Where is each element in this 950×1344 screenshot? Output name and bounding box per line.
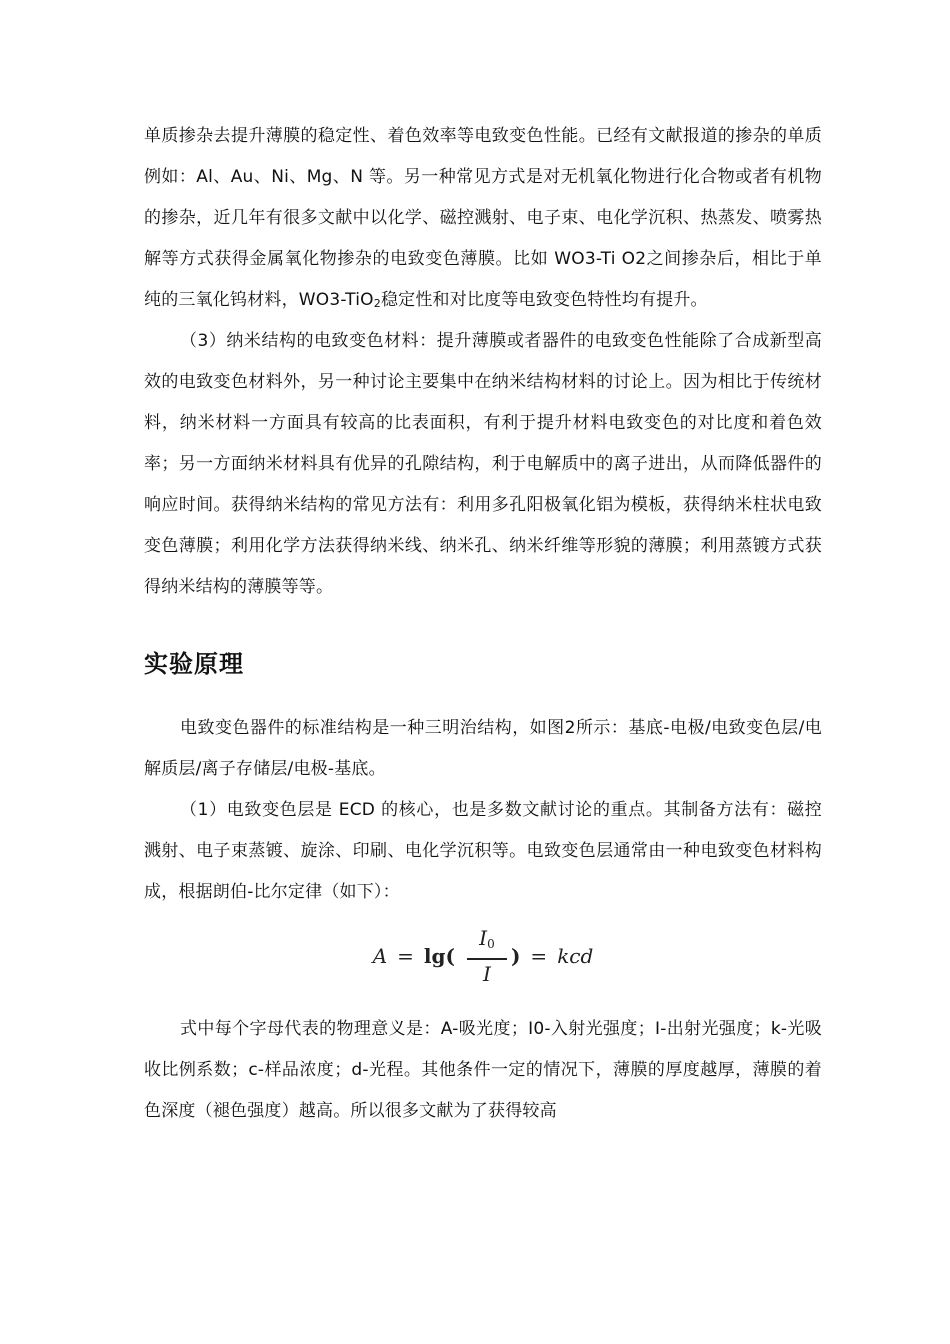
- formula-fraction: [467, 926, 507, 986]
- formula-equals-2: =: [530, 944, 548, 968]
- fraction-bar: [467, 958, 507, 960]
- subscript-2: 2: [373, 297, 381, 310]
- formula-equals-1: =: [397, 944, 414, 968]
- paragraph-doping-tail: 稳定性和对比度等电致变色特性均有提升。: [380, 290, 708, 310]
- section-title: 实验原理: [144, 650, 244, 678]
- paragraph-structure: 电致变色器件的标准结构是一种三明治结构，如图2所示：基底-电极/电致变色层/电解质层/离子存储层/电极-基底。: [144, 718, 822, 779]
- paragraph-doping: [144, 116, 822, 321]
- paragraph-doping-text: 单质掺杂去提升薄膜的稳定性、着色效率等电致变色性能。已经有文献报道的掺杂的单质例如：Al、Au、Ni、Mg、N 等。另一种常见方式是对无机氧化物进行化合物或者有机物的掺杂，近几年有很多文献中以化学、磁控溅射、电子束、电化学沉积、热蒸发、喷雾热解等方式获得金属氧化物掺杂的电致变色薄膜。比如 WO3-Ti O2之间掺杂后，相比于单纯的三氧化钨材料，WO3-TiO: [144, 126, 822, 310]
- formula-lambert-beer: [144, 921, 822, 991]
- document-page: [144, 118, 822, 1132]
- formula-lhs: A: [372, 944, 388, 968]
- formula-numerator: $I_0$: [479, 926, 495, 952]
- formula-func: lg(: [423, 944, 455, 968]
- paragraph-formula-explanation: 式中每个字母代表的物理意义是：A-吸光度；I0-入射光强度；I-出射光强度；k-光吸收比例系数；c-样品浓度；d-光程。其他条件一定的情况下，薄膜的厚度越厚，薄膜的着色深度（褪色强度）越高。所以很多文献为了获得较高: [144, 1019, 822, 1121]
- formula-denominator: I: [483, 961, 491, 986]
- paragraph-ecd-layer: （1）电致变色层是 ECD 的核心，也是多数文献讨论的重点。其制备方法有：磁控溅射、电子束蒸镀、旋涂、印刷、电化学沉积等。电致变色层通常由一种电致变色材料构成，根据朗伯-比尔定律（如下）：: [144, 800, 822, 902]
- formula-close: ): [510, 944, 521, 968]
- formula: [373, 926, 594, 986]
- formula-rhs: kcd: [557, 944, 594, 968]
- paragraph-nanostructure: （3）纳米结构的电致变色材料：提升薄膜或者器件的电致变色性能除了合成新型高效的电致变色材料外，另一种讨论主要集中在纳米结构材料的讨论上。因为相比于传统材料，纳米材料一方面具有较高的比表面积，有利于提升材料电致变色的对比度和着色效率；另一方面纳米材料具有优异的孔隙结构，利于电解质中的离子进出，从而降低器件的响应时间。获得纳米结构的常见方法有：利用多孔阳极氧化铝为模板，获得纳米柱状电致变色薄膜；利用化学方法获得纳米线、纳米孔、纳米纤维等形貌的薄膜；利用蒸镀方式获得纳米结构的薄膜等等。: [144, 331, 822, 597]
- formula-numerator-sub: 0: [487, 937, 495, 952]
